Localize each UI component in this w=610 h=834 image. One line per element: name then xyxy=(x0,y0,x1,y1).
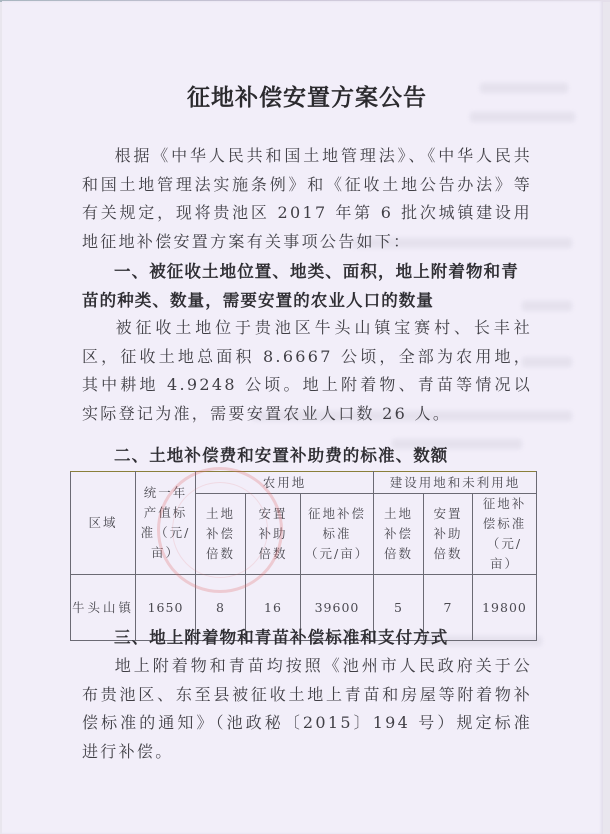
cell-con-resettle-multiple: 7 xyxy=(424,575,473,641)
section-1-heading-text: 一、被征收土地位置、地类、面积，地上附着物和青苗的种类、数量，需要安置的农业人口的数量 xyxy=(82,262,519,310)
cell-con-land-multiple: 5 xyxy=(374,575,424,641)
section-1-heading xyxy=(82,257,534,315)
document-title: 征地补偿安置方案公告 xyxy=(187,84,427,111)
section-1-body-text: 被征收土地位于贵池区牛头山镇宝赛村、长丰社区，征收土地总面积 8.6667 公顷，全部为农用地，其中耕地 4.9248 公顷。地上附着物、青苗等情况以实际登记为准，需要安置农业人口数 26 人。 xyxy=(82,318,532,423)
cell-agri-land-multiple: 8 xyxy=(196,575,246,641)
section-3-body-text: 地上附着物和青苗均按照《池州市人民政府关于公布贵池区、东至县被征收土地上青苗和房屋等附着物补偿标准的通知》（池政秘〔2015〕194 号）规定标准进行补偿。 xyxy=(82,656,532,761)
header-group-construction: 建设用地和未利用地 xyxy=(374,472,537,494)
cell-agri-standard: 39600 xyxy=(301,575,374,641)
compensation-table xyxy=(70,471,537,641)
header-region: 区域 xyxy=(71,472,136,575)
header-con-land-multiple: 土地补偿倍数 xyxy=(374,494,424,575)
header-agri-resettle-multiple: 安置补助倍数 xyxy=(246,494,301,575)
header-con-standard: 征地补偿标准（元/亩） xyxy=(473,494,537,575)
intro-text: 根据《中华人民共和国土地管理法》、《中华人民共和国土地管理法实施条例》和《征收土地公告办法》等有关规定，现将贵池区 2017 年第 6 批次城镇建设用地征地补偿安置方案有关事项公告如下： xyxy=(82,146,532,251)
section-2-heading xyxy=(82,441,534,470)
header-agri-land-multiple: 土地补偿倍数 xyxy=(196,494,246,575)
cell-agri-resettle-multiple: 16 xyxy=(246,575,301,641)
section-2-heading-text: 二、土地补偿费和安置补助费的标准、数额 xyxy=(114,446,449,465)
section-3-heading-text: 三、地上附着物和青苗补偿标准和支付方式 xyxy=(114,628,449,647)
intro-paragraph xyxy=(82,142,532,256)
cell-unified-value: 1650 xyxy=(136,575,196,641)
cell-region: 牛头山镇 xyxy=(71,575,136,641)
header-agri-standard: 征地补偿标准（元/亩） xyxy=(301,494,374,575)
section-3-heading xyxy=(82,623,534,652)
section-1-body xyxy=(82,314,532,428)
header-group-agricultural: 农用地 xyxy=(196,472,374,494)
cell-con-standard: 19800 xyxy=(473,575,537,641)
section-3-body xyxy=(82,652,532,766)
table-header-group-row xyxy=(71,472,537,494)
header-unified-value: 统一年产值标准（元/亩） xyxy=(136,472,196,575)
show-through-mark xyxy=(470,112,575,122)
scanned-page xyxy=(2,1,603,834)
header-con-resettle-multiple: 安置补助倍数 xyxy=(424,494,473,575)
